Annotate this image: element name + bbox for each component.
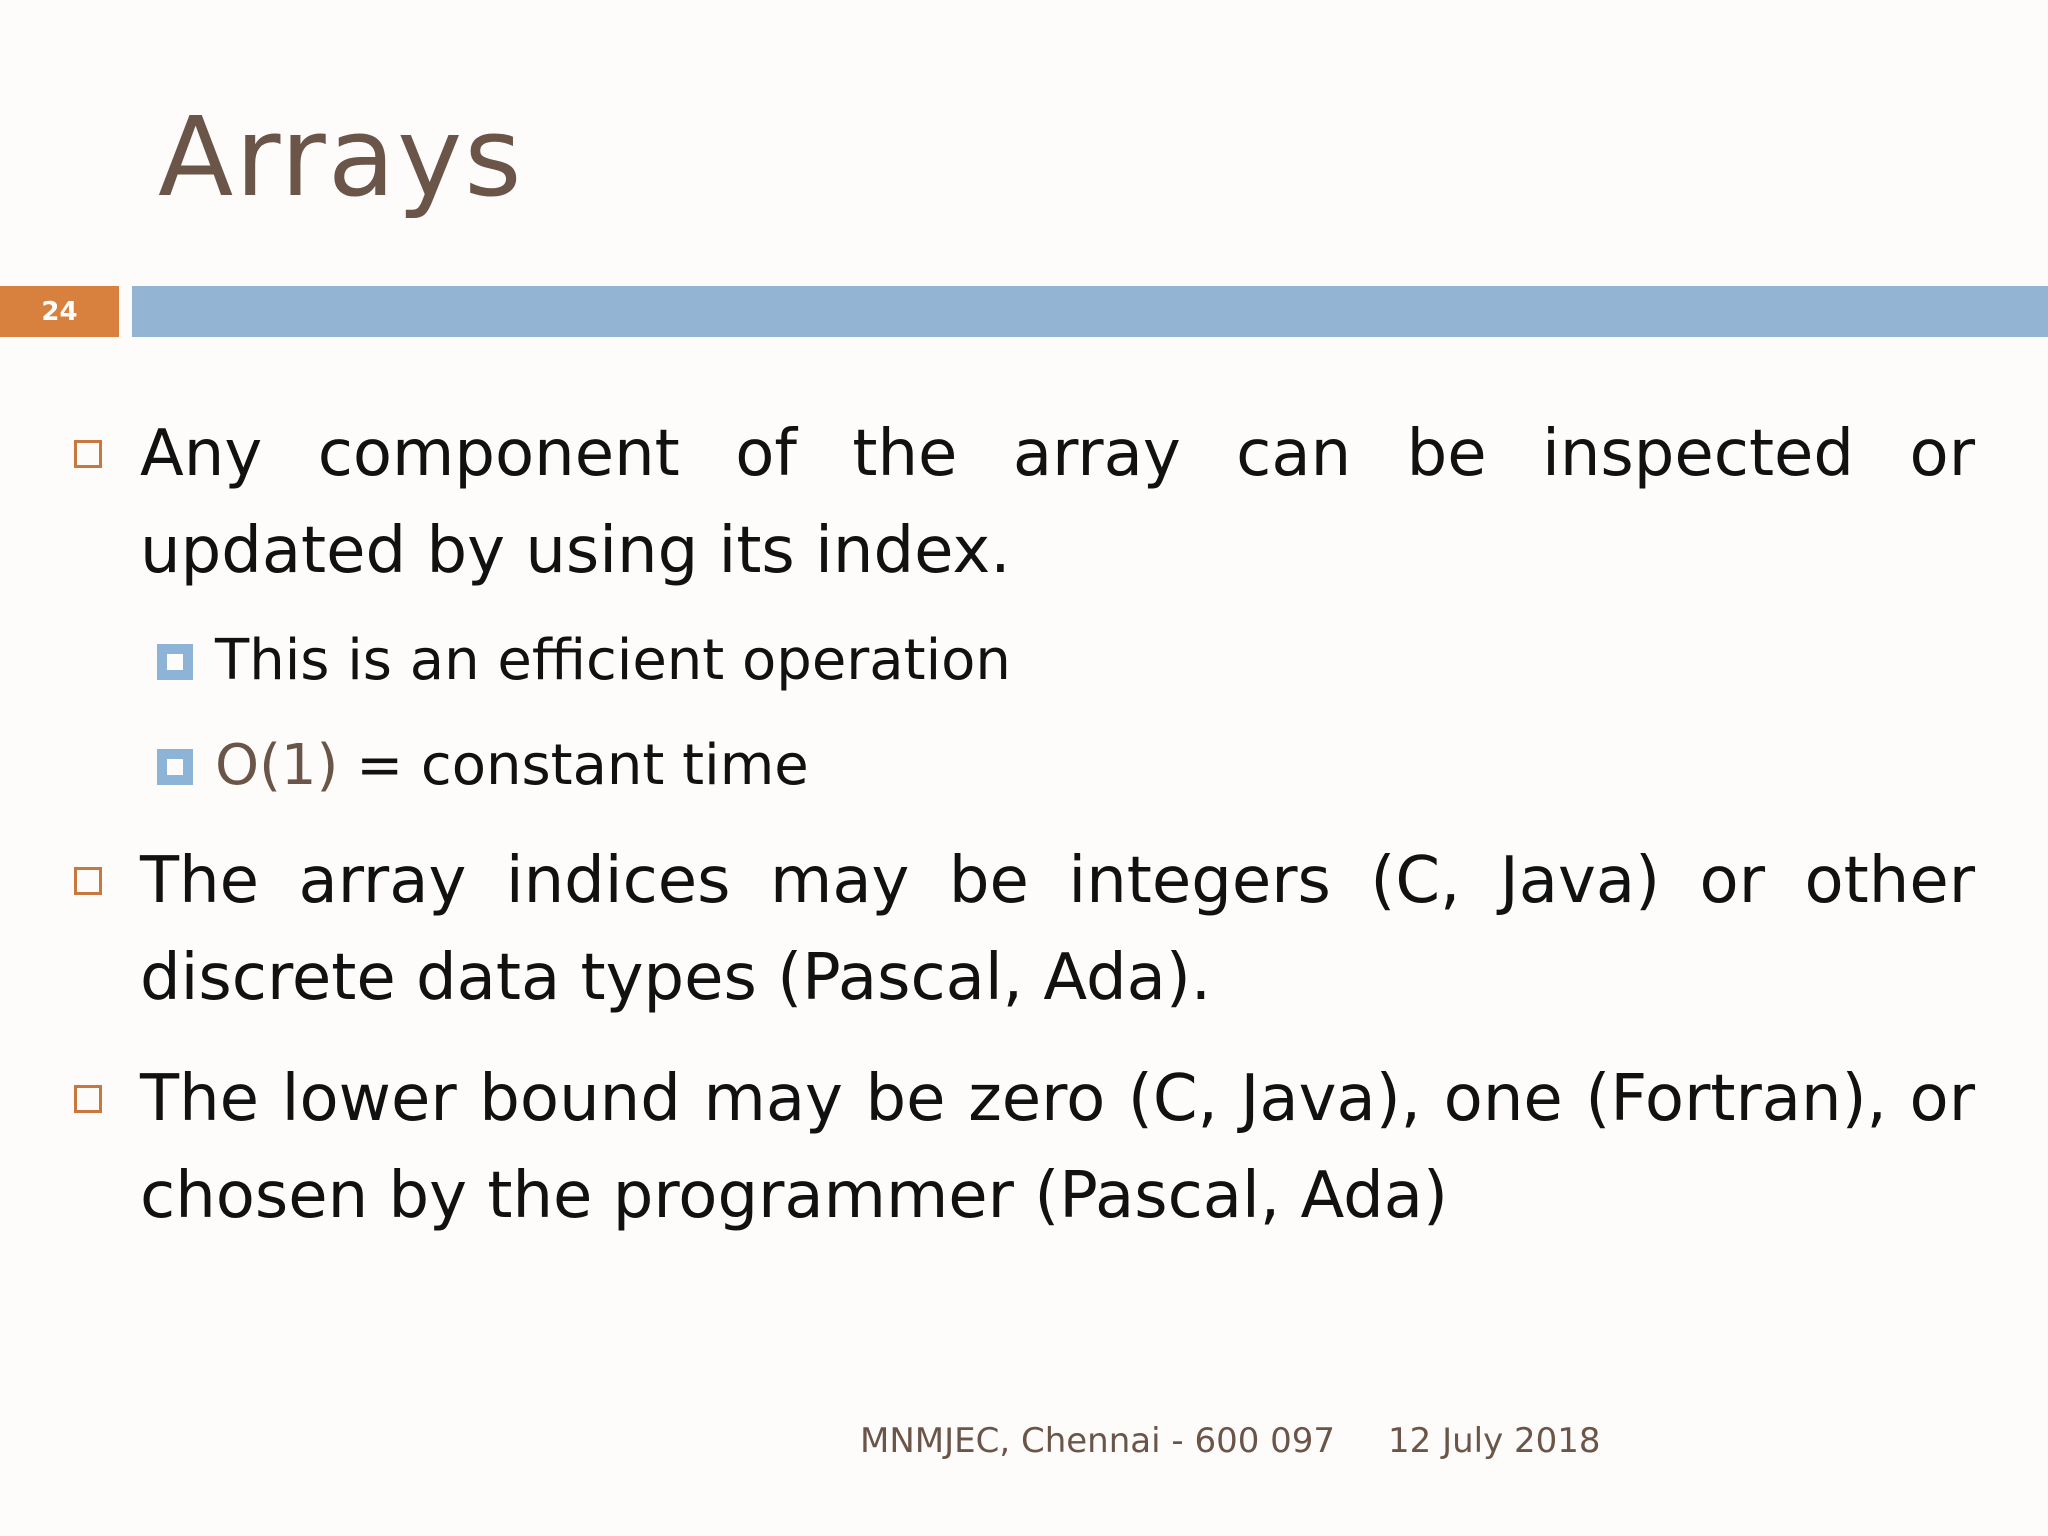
bullet-text-1: Any component of the array can be inspected or updated by using its index. bbox=[140, 417, 1975, 588]
bullet-item-3 bbox=[74, 1051, 1975, 1245]
square-bullet-icon bbox=[74, 867, 102, 895]
footer-institution: MNMJEC, Chennai - 600 097 bbox=[860, 1421, 1336, 1461]
slide-title: Arrays bbox=[158, 93, 524, 221]
bullet-text-2: The array indices may be integers (C, Java) or other discrete data types (Pascal, Ada). bbox=[140, 844, 1975, 1015]
bullet-item-2 bbox=[74, 833, 1975, 1027]
bullet-item-1 bbox=[74, 406, 1975, 600]
square-bullet-icon bbox=[74, 1085, 102, 1113]
footer-date: 12 July 2018 bbox=[1388, 1421, 1601, 1461]
slide-number: 24 bbox=[0, 286, 119, 337]
square-bullet-icon bbox=[74, 440, 102, 468]
sub-bullet-item-1 bbox=[157, 618, 1011, 704]
big-o-notation: O(1) bbox=[215, 733, 339, 798]
constant-time-label: = constant time bbox=[338, 733, 809, 798]
sub-bullet-text-2 bbox=[215, 723, 809, 809]
filled-square-bullet-icon bbox=[157, 749, 193, 785]
sub-bullet-item-2 bbox=[157, 723, 809, 809]
sub-bullet-text-1: This is an efficient operation bbox=[215, 628, 1011, 693]
bullet-text-3: The lower bound may be zero (C, Java), one (Fortran), or chosen by the programmer (Pascal, Ada) bbox=[140, 1062, 1975, 1233]
filled-square-bullet-icon bbox=[157, 644, 193, 680]
header-bar bbox=[132, 286, 2048, 337]
